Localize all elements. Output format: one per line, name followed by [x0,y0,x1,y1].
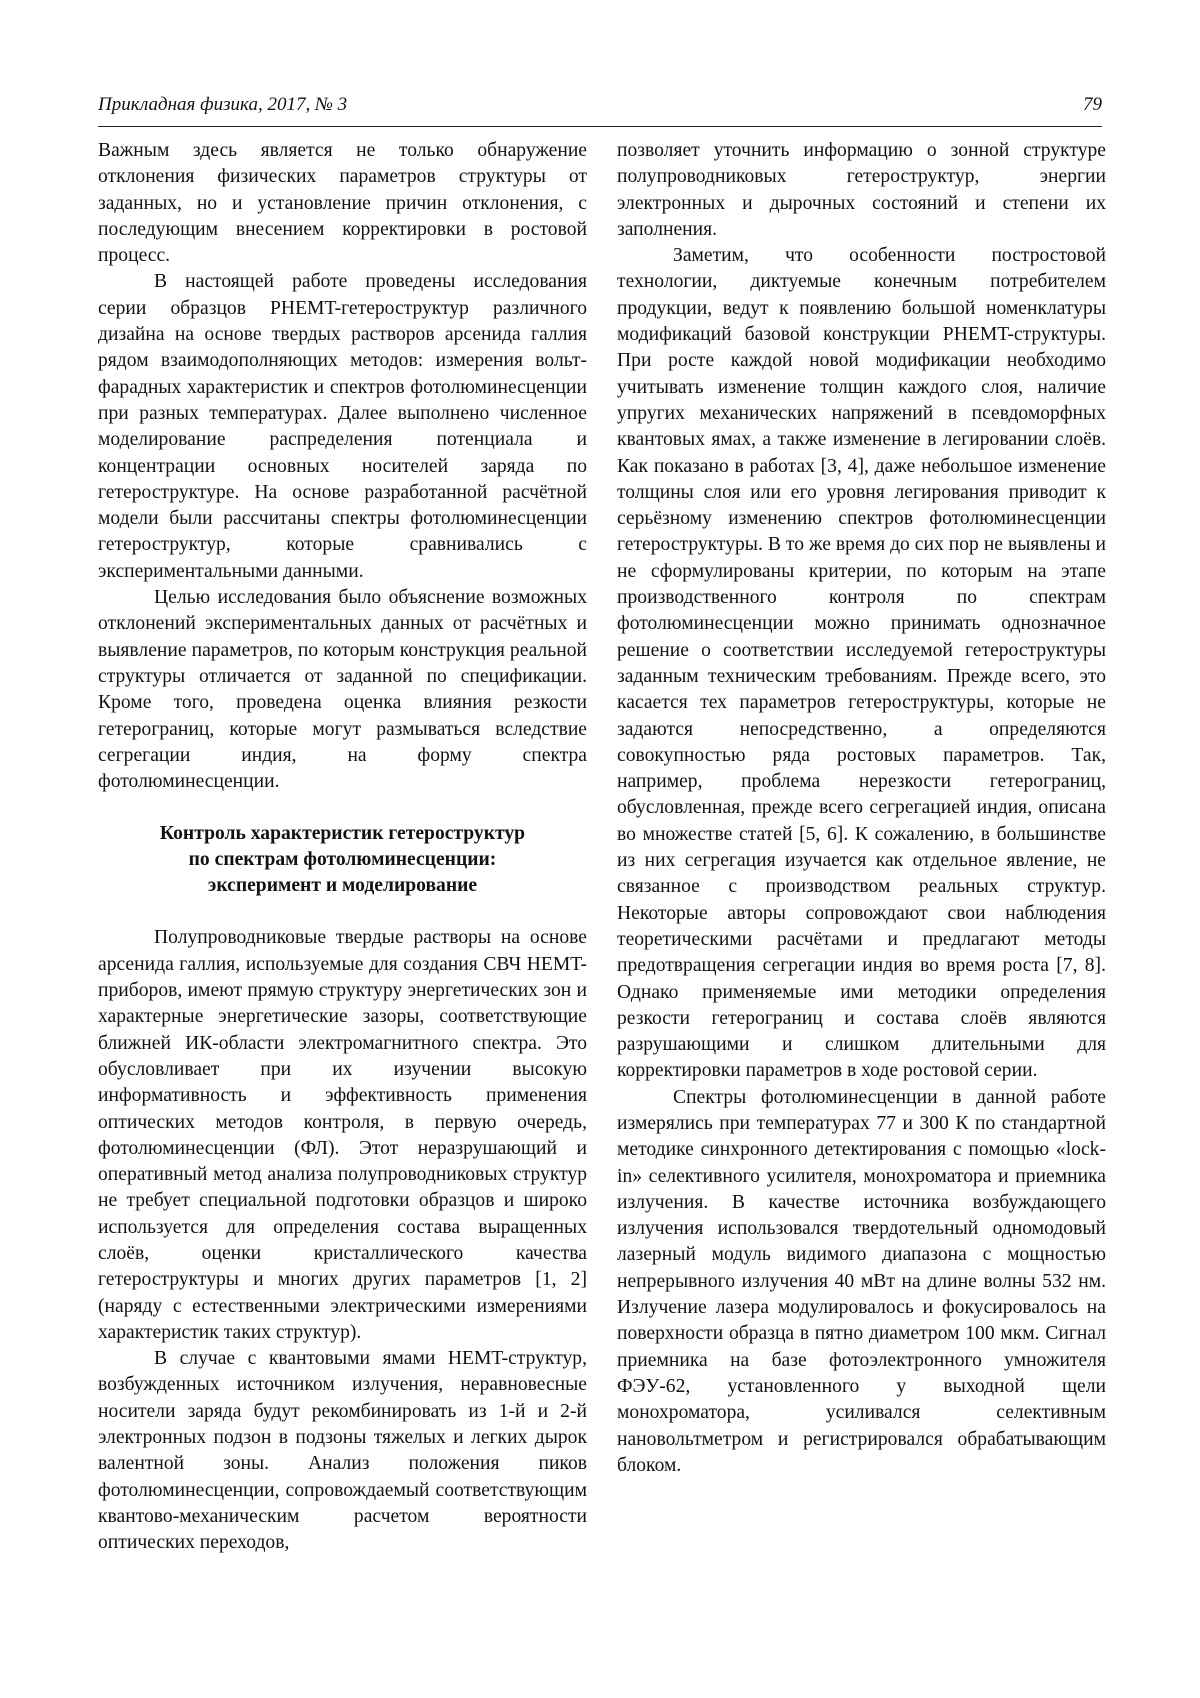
paragraph: Заметим, что особенности постростовой технологии, диктуемые конечным потребителем продукции, ведут к появлению большой номенклатуры модификаций базовой конструкции PHEMT-структуры. При росте каждой новой модификации необходимо учитывать изменение толщин каждого слоя, наличие упругих механических напряжений в псевдоморфных квантовых ямах, а также изменение в легировании слоёв. Как показано в работах [3, 4], даже небольшое изменение толщины слоя или его уровня легирования приводит к серьёзному изменению спектров фотолюминесценции гетероструктуры. В то же время до сих пор не выявлены и не сформулированы критерии, по которым на этапе производственного контроля по спектрам фотолюминесценции можно принимать однозначное решение о соответствии исследуемой гетероструктуры заданным техническим требованиям. Прежде всего, это касается тех параметров гетероструктуры, которые не задаются непосредственно, а определяются совокупностью ряда ростовых параметров. Так, например, проблема нерезкости гетерограниц, обусловленная, прежде всего сегрегацией индия, описана во множестве статей [5, 6]. К сожалению, в большинстве из них сегрегация изучается как отдельное явление, не связанное с производством реальных структур. Некоторые авторы сопровождают свои наблюдения теоретическими расчётами и предлагают методы предотвращения сегрегации индия во время роста [7, 8]. Однако применяемые ими методики определения резкости гетерограниц и состава слоёв являются разрушающими и слишком длительными для корректировки параметров в ходе ростовой серии. [617,245,1106,1082]
paragraph: позволяет уточнить информацию о зонной структуре полупроводниковых гетероструктур, энергии электронных и дырочных состояний и степени их заполнения. [617,140,1106,240]
journal-title: Прикладная физика, 2017, № 3 [98,94,348,115]
running-header [98,92,1102,127]
section-heading-line: по спектрам фотолюминесценции: [188,849,497,871]
paragraph: В настоящей работе проведены исследования серии образцов PHEMT-гетероструктур различного дизайна на основе твердых растворов арсенида галлия рядом взаимодополняющих методов: измерения вольт-фарадных характеристик и спектров фотолюминесценции при разных температурах. Далее выполнено численное моделирование распределения потенциала и концентрации основных носителей заряда по гетероструктуре. На основе разработанной расчётной модели были рассчитаны спектры фотолюминесценции гетероструктур, которые сравнивались с экспериментальными данными. [98,271,587,582]
paragraph: Важным здесь является не только обнаружение отклонения физических параметров структуры от заданных, но и установление причин отклонения, с последующим внесением корректировки в ростовой процесс. [98,140,587,267]
paragraph: Полупроводниковые твердые растворы на основе арсенида галлия, используемые для создания СВЧ HEMT-приборов, имеют прямую структуру энергетических зон и характерные энергетические зазоры, соответствующие ближней ИК-области электромагнитного спектра. Это обусловливает при их изучении высокую информативность и эффективность применения оптических методов контроля, в первую очередь, фотолюминесценции (ФЛ). Этот неразрушающий и оперативный метод анализа полупроводниковых структур не требует специальной подготовки образцов и широко используется для определения состава выращенных слоёв, оценки кристаллического качества гетероструктуры и многих других параметров [1, 2] (наряду с естественными электрическими измерениями характеристик таких структур). [98,927,587,1343]
section-heading [98,821,587,899]
right-column [617,138,1106,1479]
left-column [98,138,587,1557]
paragraph: Целью исследования было объяснение возможных отклонений экспериментальных данных от расчётных и выявление параметров, по которым конструкция реальной структуры отличается от заданной по спецификации. Кроме того, проведена оценка влияния резкости гетерограниц, которые могут размываться вследствие сегрегации индия, на форму спектра фотолюминесценции. [98,587,587,793]
section-heading-line: эксперимент и моделирование [207,875,478,897]
page-number: 79 [1083,94,1102,115]
paragraph: Спектры фотолюминесценции в данной работе измерялись при температурах 77 и 300 К по стандартной методике синхронного детектирования с помощью «lock-in» селективного усилителя, монохроматора и приемника излучения. В качестве источника возбуждающего излучения использовался твердотельный одномодовый лазерный модуль видимого диапазона с мощностью непрерывного излучения 40 мВт на длине волны 532 нм. Излучение лазера модулировалось и фокусировалось на поверхности образца в пятно диаметром 100 мкм. Сигнал приемника на базе фотоэлектронного умножителя ФЭУ-62, установленного у выходной щели монохроматора, усиливался селективным нановольтметром и регистрировался обрабатывающим блоком. [617,1086,1106,1476]
paragraph: В случае с квантовыми ямами HEMT-структур, возбужденных источником излучения, неравновесные носители заряда будут рекомбинировать из 1-й и 2-й электронных подзон в подзоны тяжелых и легких дырок валентной зоны. Анализ положения пиков фотолюминесценции, сопровождаемый соответствующим квантово-механическим расчетом вероятности оптических переходов, [98,1348,587,1554]
section-heading-line: Контроль характеристик гетероструктур [159,823,526,845]
